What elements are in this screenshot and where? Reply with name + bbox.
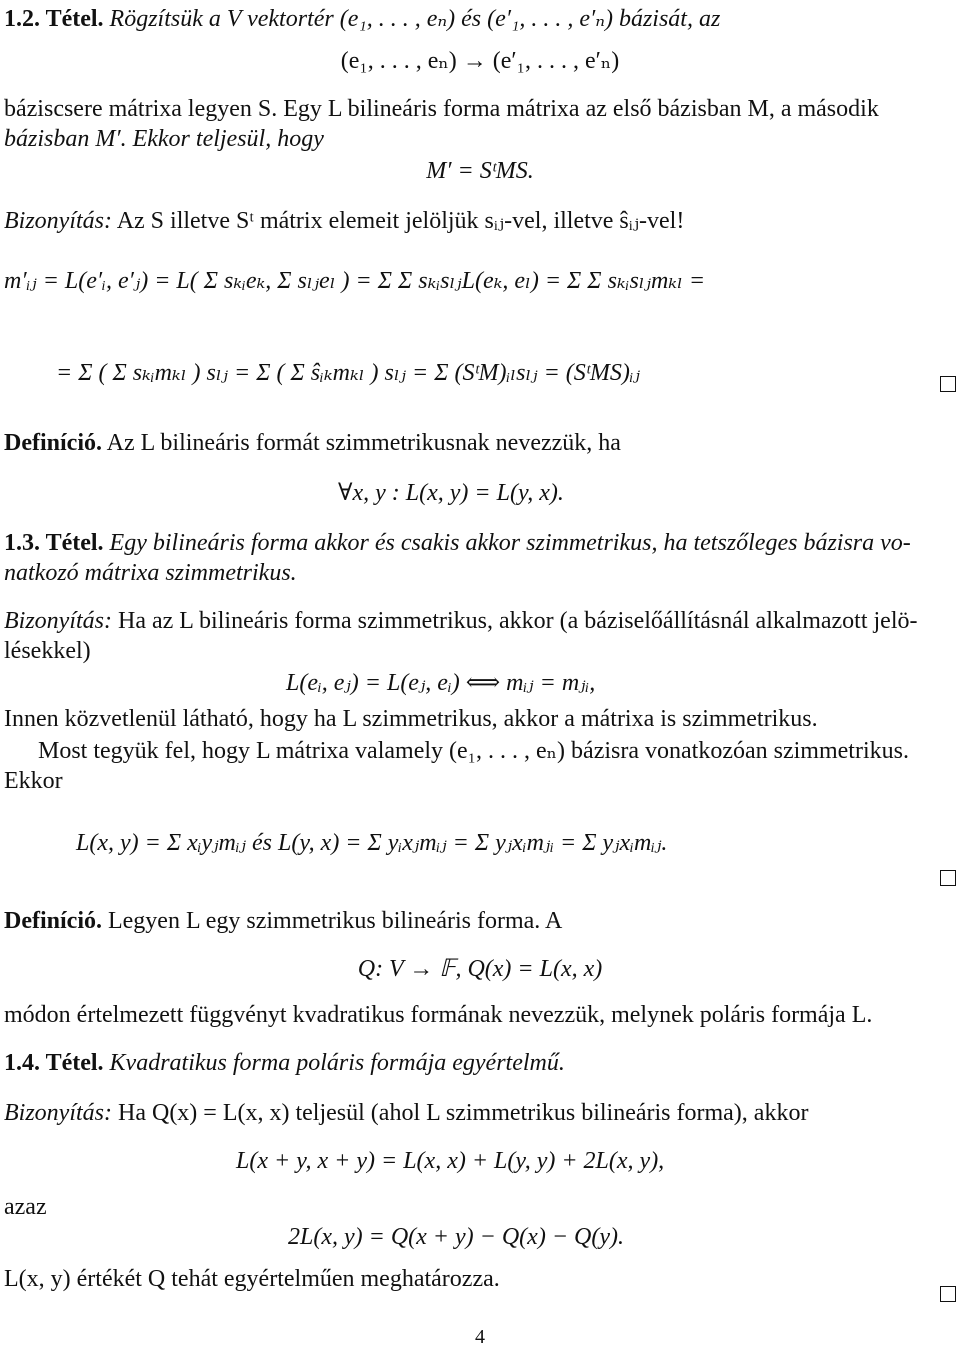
proof2-line2: lésekkel) [4, 638, 91, 664]
proof3-line1 [4, 1098, 808, 1128]
theorem-label: 1.4. Tétel. [4, 1050, 104, 1076]
definition-quadratic-line2: módon értelmezett függvényt kvadratikus formának nevezzük, melynek poláris formája L. [4, 1002, 873, 1028]
proof3-formula1: L(x + y, x + y) = L(x, x) + L(y, y) + 2L(x, y), [236, 1148, 665, 1174]
page-number: 4 [475, 1326, 485, 1348]
proof-label: Bizonyítás: [4, 208, 112, 234]
proof1-equation-row1: m′ᵢⱼ = L(e′ᵢ, e′ⱼ) = L( Σ sₖᵢeₖ, Σ sₗⱼeₗ ) = Σ Σ sₖᵢsₗⱼL(eₖ, eₗ) = Σ Σ sₖᵢsₗⱼmₖₗ = [4, 268, 706, 294]
qed-box [940, 1286, 956, 1302]
theorem-label: 1.2. Tétel. [4, 6, 104, 32]
proof3-formula2: 2L(x, y) = Q(x + y) − Q(x) − Q(y). [288, 1224, 624, 1250]
proof-text: Az S illetve Sᵗ mátrix elemeit jelöljük sᵢⱼ-vel, illetve ŝᵢⱼ-vel! [116, 208, 685, 234]
definition-quadratic [4, 906, 562, 936]
proof1-equation-row2: = Σ ( Σ sₖᵢmₖₗ ) sₗⱼ = Σ ( Σ ŝᵢₖmₖₗ ) sₗⱼ = Σ (SᵗM)ᵢₗsₗⱼ = (SᵗMS)ᵢⱼ [56, 360, 640, 386]
theorem-1-3-line2: natkozó mátrixa szimmetrikus. [4, 560, 297, 586]
theorem-1-4 [4, 1048, 565, 1078]
quadratic-form-formula: Q: V → 𝔽, Q(x) = L(x, x) [357, 956, 603, 982]
proof3-conclusion: L(x, y) értékét Q tehát egyértelműen meghatározza. [4, 1266, 500, 1292]
proof-text: Ha az L bilineáris forma szimmetrikus, akkor (a báziselőállításnál alkalmazott jelö- [118, 608, 918, 634]
definition-text: Legyen L egy szimmetrikus bilineáris forma. A [107, 908, 563, 934]
theorem-1-2-line2: báziscsere mátrixa legyen S. Egy L bilineáris forma mátrixa az első bázisban M, a második [4, 96, 879, 122]
proof-label: Bizonyítás: [4, 1100, 112, 1126]
theorem-text: Rögzítsük a V vektortér (e₁, . . . , eₙ) és (e′₁, . . . , e′ₙ) bázisát, az [109, 6, 721, 32]
definition-symmetric [4, 428, 621, 458]
proof2-formula2: L(x, y) = Σ xᵢyⱼmᵢⱼ és L(y, x) = Σ yᵢxⱼmᵢⱼ = Σ yⱼxᵢmⱼᵢ = Σ yⱼxᵢmᵢⱼ. [76, 830, 668, 856]
proof3-azaz: azaz [4, 1194, 47, 1220]
formula-text: M′ = SᵗMS. [426, 158, 534, 184]
theorem-1-2-formula [0, 156, 960, 186]
proof2-line5: Ekkor [4, 768, 63, 794]
theorem-label: 1.3. Tétel. [4, 530, 104, 556]
qed-box [940, 376, 956, 392]
proof2-formula: L(eᵢ, eⱼ) = L(eⱼ, eᵢ) ⟺ mᵢⱼ = mⱼᵢ, [286, 670, 596, 696]
proof-label: Bizonyítás: [4, 608, 112, 634]
theorem-text: Egy bilineáris forma akkor és csakis akkor szimmetrikus, ha tetszőleges bázisra vo- [109, 530, 911, 556]
proof2-line4: Most tegyük fel, hogy L mátrixa valamely (e₁, . . . , eₙ) bázisra vonatkozóan szimmetrikus. [38, 738, 909, 764]
proof-text: Ha Q(x) = L(x, x) teljesül (ahol L szimmetrikus bilineáris forma), akkor [118, 1100, 809, 1126]
qed-box [940, 870, 956, 886]
theorem-1-2-line1 [4, 4, 720, 34]
definition-label: Definíció. [4, 908, 102, 934]
theorem-1-2-line3: bázisban M′. Ekkor teljesül, hogy [4, 126, 324, 152]
proof2-line3: Innen közvetlenül látható, hogy ha L szimmetrikus, akkor a mátrixa is szimmetrikus. [4, 706, 818, 732]
theorem-text: Kvadratikus forma poláris formája egyértelmű. [109, 1050, 565, 1076]
definition-text: Az L bilineáris formát szimmetrikusnak nevezzük, ha [106, 430, 621, 456]
definition-formula: ∀x, y : L(x, y) = L(y, x). [338, 480, 564, 506]
basis-change-display: (e₁, . . . , eₙ) → (e′₁, . . . , e′ₙ) [340, 48, 620, 74]
proof1-intro [4, 206, 684, 236]
proof2-line1 [4, 606, 917, 636]
theorem-1-3-line1 [4, 528, 911, 558]
definition-label: Definíció. [4, 430, 102, 456]
